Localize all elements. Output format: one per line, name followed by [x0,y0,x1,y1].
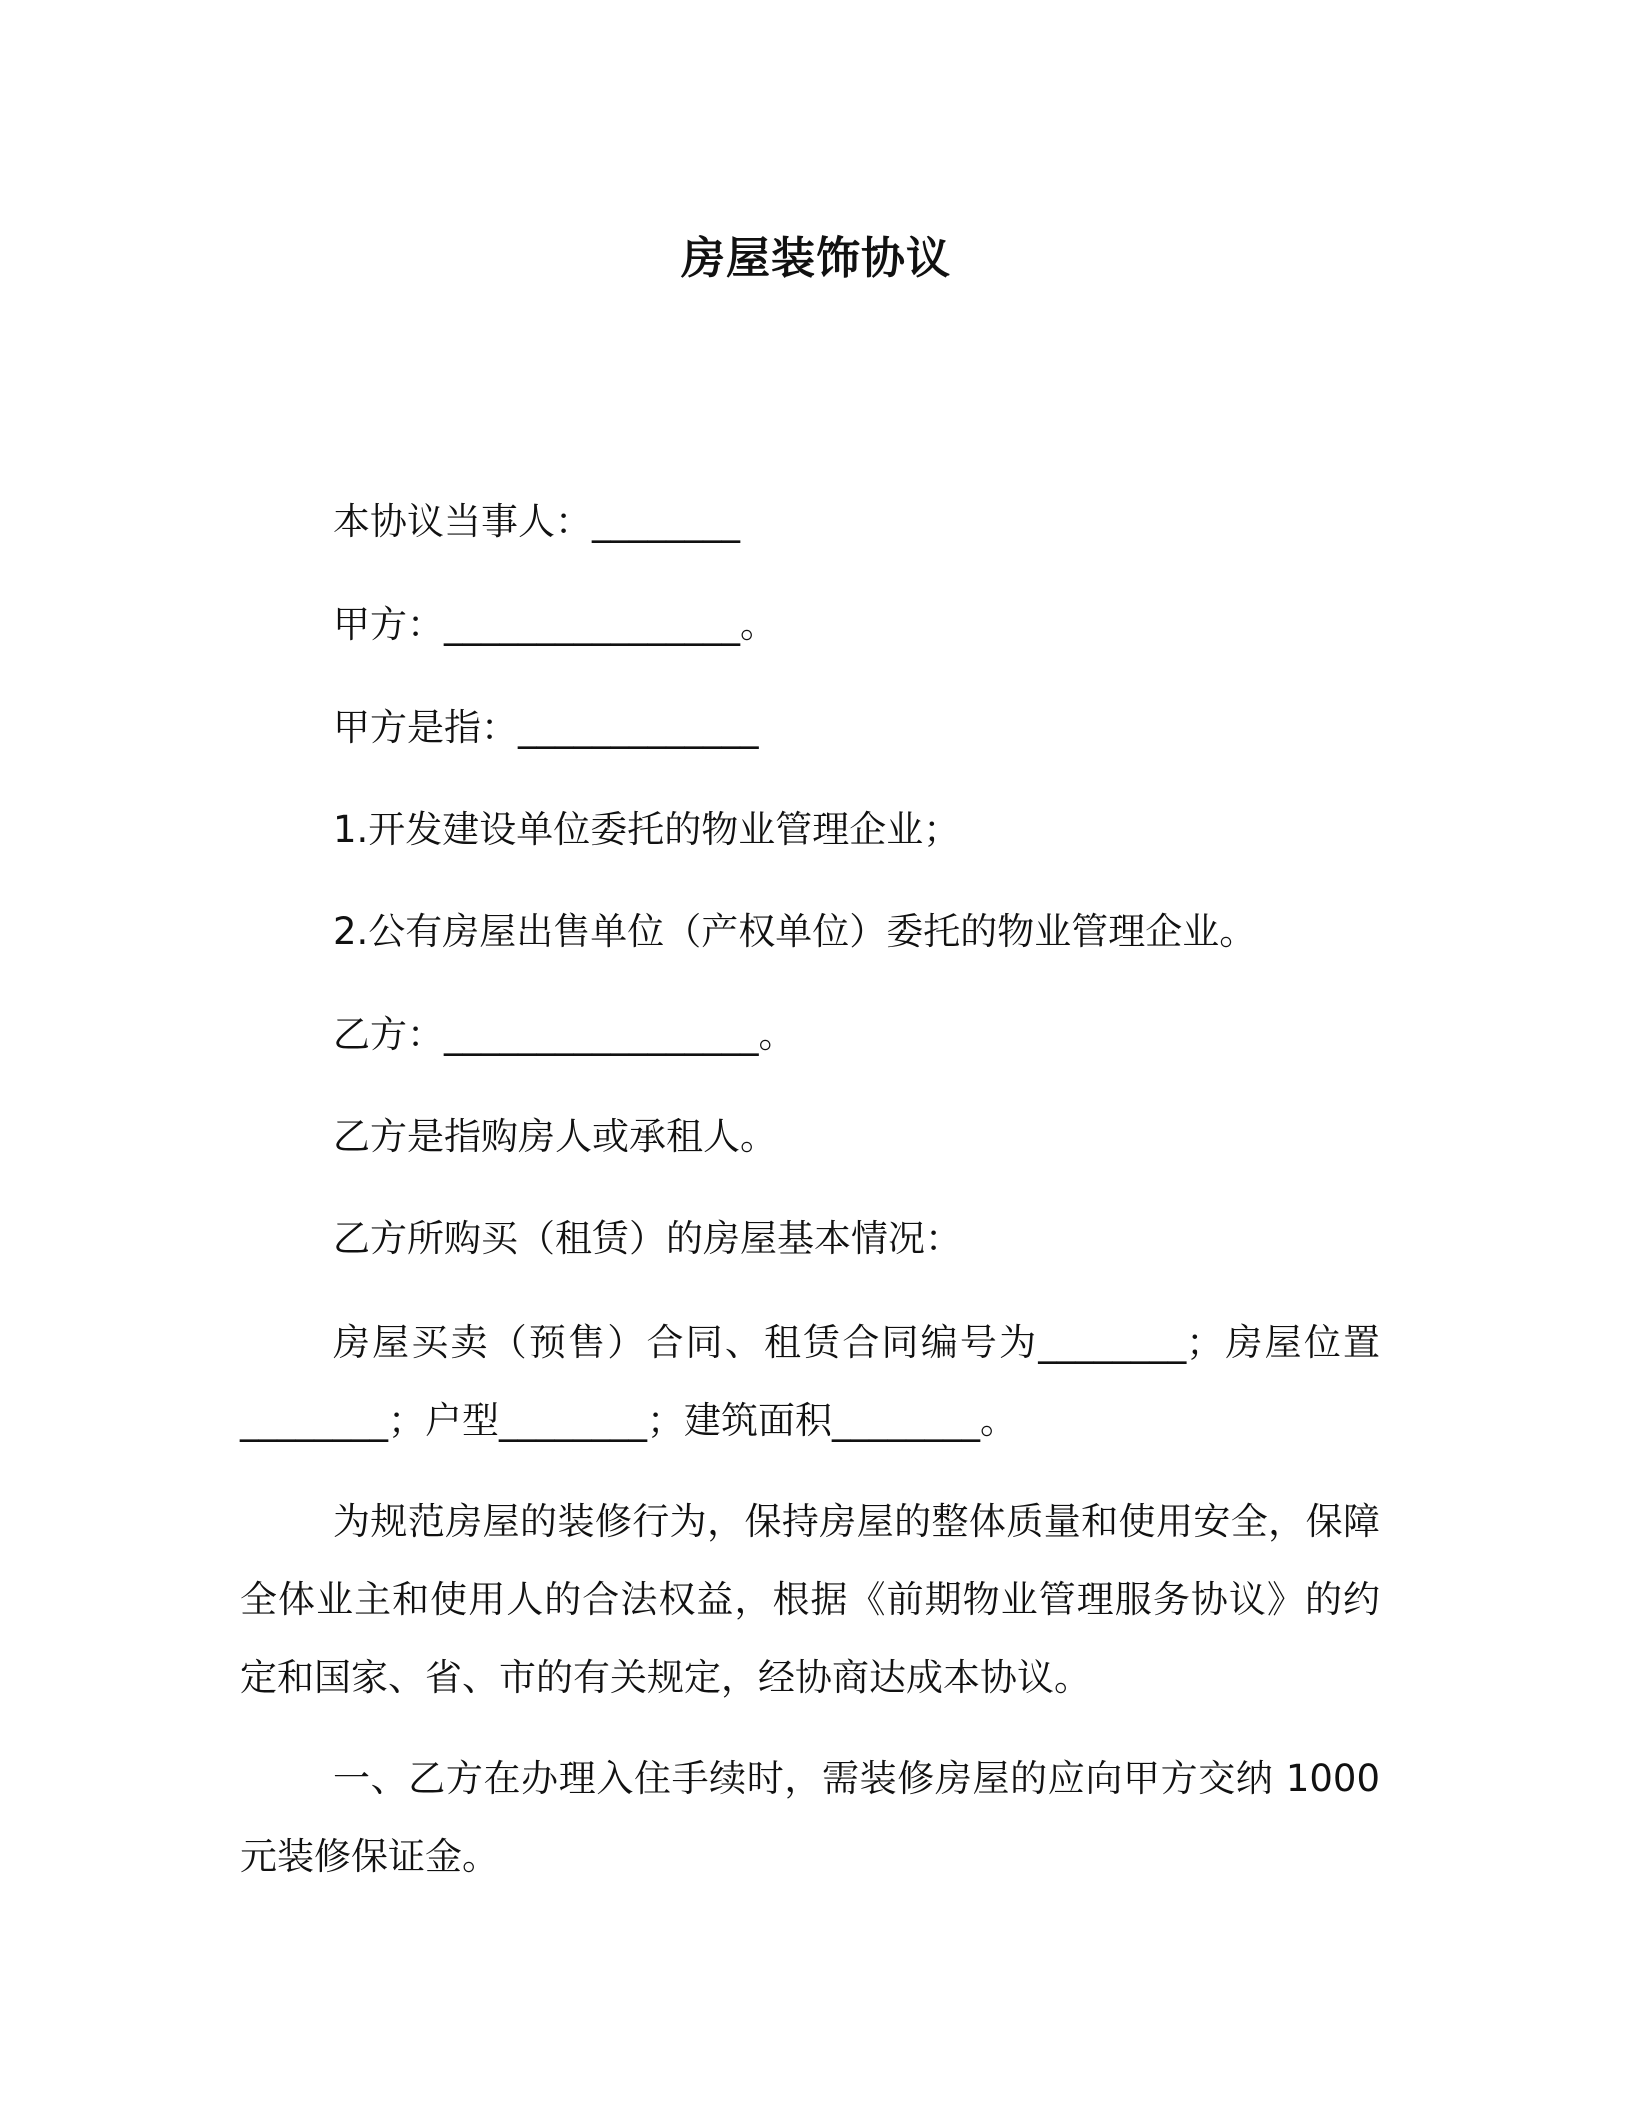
party-b-line: 乙方：_________________。 [333,1013,796,1056]
purpose-paragraph: 为规范房屋的装修行为，保持房屋的整体质量和使用安全，保障全体业主和使用人的合法权益，根据《前期物业管理服务协议》的约定和国家、省、市的有关规定，经协商达成本协议。 [240,1500,1380,1699]
party-b-definition: 乙方是指购房人或承租人。 [333,1115,777,1158]
clause-1-paragraph: 一、乙方在办理入住手续时，需装修房屋的应向甲方交纳 1000 元装修保证金。 [240,1757,1380,1878]
party-a-item-2: 2.公有房屋出售单位（产权单位）委托的物业管理企业。 [333,910,1257,953]
parties-line: 本协议当事人：________ [333,500,740,543]
house-info-heading: 乙方所购买（租赁）的房屋基本情况： [333,1217,962,1260]
party-a-item-1: 1.开发建设单位委托的物业管理企业； [333,808,961,851]
house-info-paragraph: 房屋买卖（预售）合同、租赁合同编号为________；房屋位置________；户型________；建筑面积________。 [240,1321,1380,1442]
party-a-definition: 甲方是指：_____________ [333,706,759,749]
party-a-line: 甲方：________________。 [333,603,777,646]
document-title: 房屋装饰协议 [681,233,951,284]
